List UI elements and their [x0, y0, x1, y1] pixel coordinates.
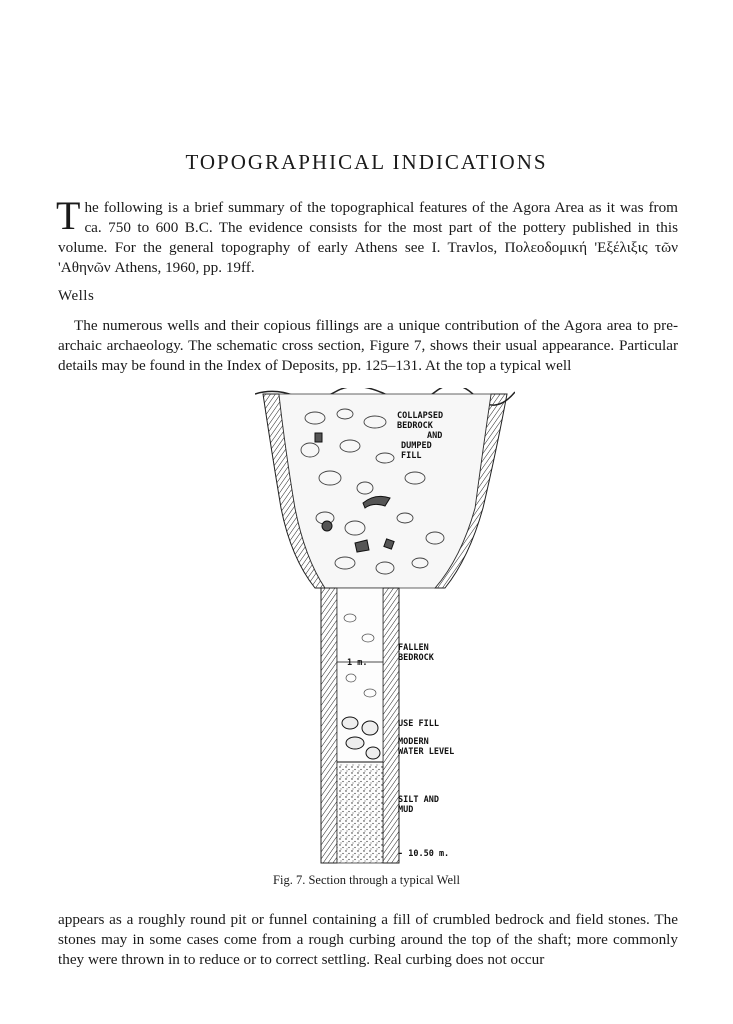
label-use-fill: USE FILL: [398, 719, 439, 729]
figure-caption: Fig. 7. Section through a typical Well: [273, 873, 460, 887]
well-cross-section-figure: [255, 388, 515, 868]
label-dumped: DUMPED: [401, 441, 432, 451]
page-title: TOPOGRAPHICAL INDICATIONS: [185, 150, 548, 174]
label-silt-and: SILT AND: [398, 795, 439, 805]
shaft-wall-left: [321, 588, 337, 863]
label-mud: MUD: [398, 805, 414, 815]
label-fill: FILL: [401, 451, 422, 461]
label-fallen-bedrock: BEDROCK: [398, 653, 434, 663]
silt-layer: [337, 764, 383, 863]
label-water-level: WATER LEVEL: [398, 747, 455, 757]
label-modern: MODERN: [398, 737, 429, 747]
wells-paragraph: The numerous wells and their copious fillings are a unique contribution of the Agora area to pre-archaic archaeology. The schematic cross section, Figure 7, shows their usual appearance. Particular details may be found in the Index of Deposits, pp. 125–131. At the top a typical well: [58, 317, 678, 374]
intro-text: he following is a brief summary of the topographical features of the Agora Area as it was from ca. 750 to 600 B.C. The evidence consists for the most part of the pottery published in this volume. For the general topography of early Athens see I. Travlos, Πολεοδομική 'Εξέλιξις τῶν 'Αθηνῶν Athens, 1960, pp. 19ff.: [58, 199, 678, 276]
label-bedrock: BEDROCK: [397, 421, 433, 431]
label-and: AND: [427, 431, 443, 441]
label-collapsed: COLLAPSED: [397, 411, 444, 421]
well-diagram: [255, 388, 515, 868]
continuation-paragraph: appears as a roughly round pit or funnel containing a fill of crumbled bedrock and field stones. The stones may in some cases come from a rough curbing around the top of the shaft; more commonly they were thrown in to reduce or to correct settling. Real curbing does not occur: [58, 911, 678, 968]
width-label: 1 m.: [347, 658, 368, 668]
section-heading-wells: Wells: [58, 288, 95, 304]
label-depth: - 10.50 m.: [398, 849, 450, 859]
label-fallen: FALLEN: [398, 643, 429, 653]
shaft-wall-right: [383, 588, 399, 863]
drop-cap: T: [56, 193, 81, 238]
intro-paragraph: [56, 193, 678, 278]
